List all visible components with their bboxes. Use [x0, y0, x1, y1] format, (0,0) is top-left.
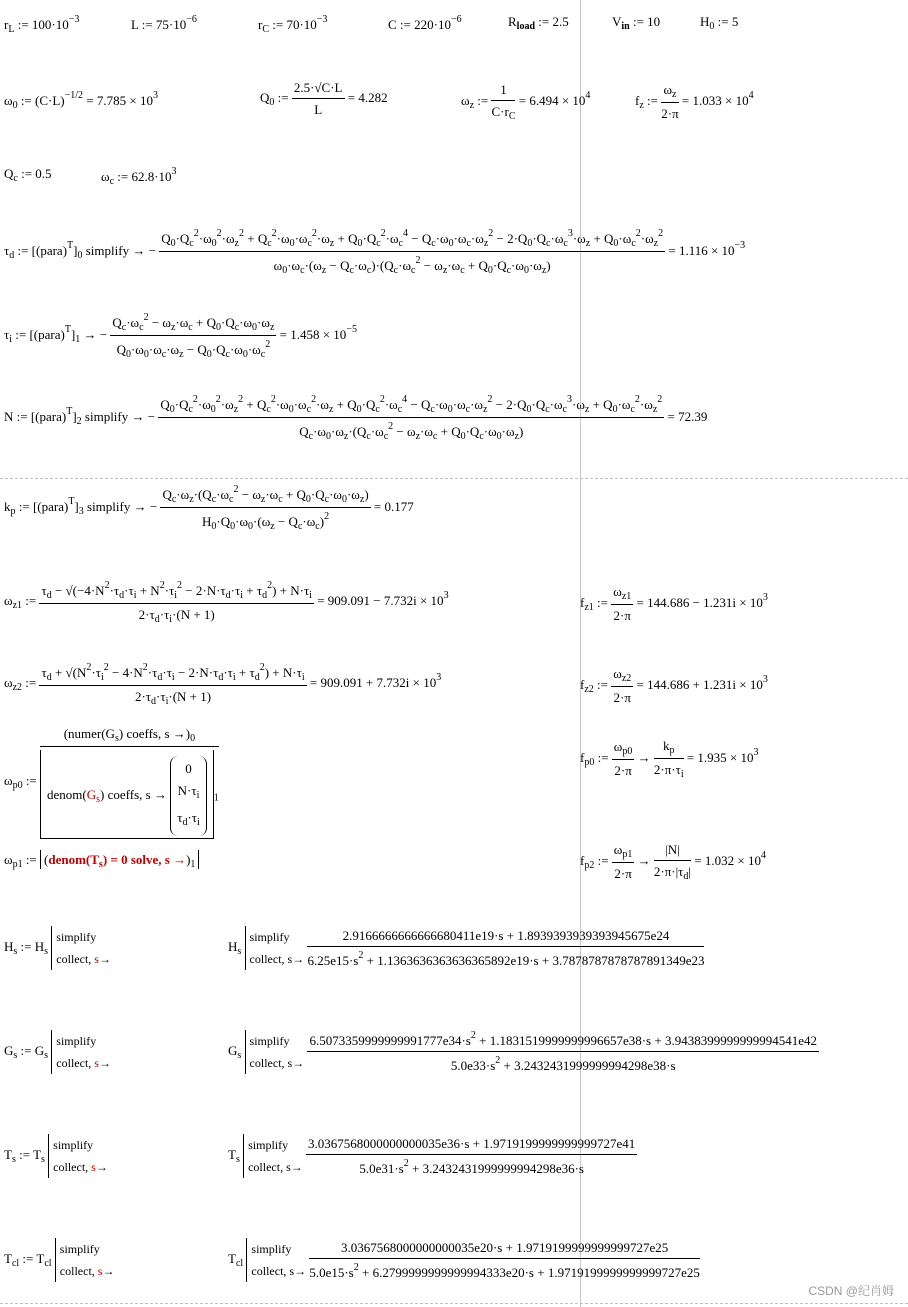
Tcl-name: $T_{cl}$	[228, 1250, 244, 1269]
expr-Tcl-def[interactable]: $T_{cl}$ := $T_{cl}$ simplify collect, s→	[4, 1238, 114, 1282]
wp0-m2: $\tau_d\cdot\tau_i$	[177, 810, 200, 828]
cmds-simplify: simplify	[53, 1138, 94, 1152]
kp-res: = 0.177	[373, 498, 414, 514]
expr-Hs-result[interactable]: $H_s$ simplify collect, s→ 2.9166666666666680411e19·s + 1.8939393939393945675e24 $6.25e15\cdot s^2 + 1.1363636363636365892e19\cdot s + 3.7878787878787891349e23$	[228, 926, 704, 970]
row2-wz_res: = $6.494 \times 10^4$	[518, 89, 591, 108]
fz1-num: $\omega_{z1}$	[611, 584, 633, 605]
row2-Q0_den: L	[314, 102, 323, 117]
fp0-den2: $2\cdot\pi\cdot\tau_i$	[653, 762, 684, 780]
cmds-collect: collect, s	[248, 1160, 291, 1174]
expr-wz1[interactable]	[4, 580, 449, 625]
row2-wz_lhs: $\omega_z$ :=	[461, 92, 489, 111]
def-C[interactable]: C := $220\cdot 10^{-6}$	[388, 14, 462, 32]
wz1-lhs: $\omega_{z1}$ :=	[4, 593, 37, 612]
cmds-simplify: simplify	[249, 930, 290, 944]
Tcl-den: $5.0e15\cdot s^2 + 6.2799999999999994333e20\cdot s + 1.9719199999999999727e25$	[309, 1261, 700, 1280]
cmds-collect_red: collect, s	[53, 1160, 96, 1174]
wp1-body: ($denom(T_s) = 0$ solve, $s \to)_1$	[40, 850, 199, 869]
def-wz[interactable]	[461, 82, 590, 122]
def-rL[interactable]: $r_L$ := $100\cdot 10^{-3}$	[4, 14, 80, 35]
expr-wp0[interactable]	[4, 726, 219, 839]
wp0-den_pre: $denom(G_s)$ coeffs, s →	[47, 786, 167, 805]
def-Rload[interactable]: $R_{load}$ := 2.5	[508, 14, 569, 32]
fp2-num1: $\omega_{p1}$	[612, 842, 635, 863]
Ts-def: $T_s$ := $T_s$	[4, 1146, 45, 1165]
Gs-num: $6.5073359999999991777e34\cdot s^2 + 1.1831519999999996657e38\cdot s + 3.9438399999999994541e42$	[307, 1030, 819, 1052]
taud-num: $Q_0\cdot Q_c^2\cdot\omega_0^2\cdot\omega_z^2 + Q_c^2\cdot\omega_0\cdot\omega_c^2\cdot\omega_z + Q_0\cdot Q_c^2\cdot\omega_c^4 - Q_c\cdot\omega_0\cdot\omega_c\cdot\omega_z^2 - 2\cdot Q_0\cdot Q_c\cdot\omega_c^3\cdot\omega_z + Q_0\cdot\omega_c^2\cdot\omega_z^2$	[159, 228, 665, 252]
wz1-den: $2\cdot\tau_d\cdot\tau_i\cdot(N + 1)$	[138, 607, 215, 625]
Hs-num: 2.9166666666666680411e19·s + 1.8939393939393945675e24	[307, 928, 704, 947]
taui-res: = $1.458 \times 10^{-5}$	[279, 323, 357, 342]
wp0-m0: 0	[185, 761, 192, 776]
Gs-name: $G_s$	[228, 1042, 242, 1061]
fp0-num2: $k_p$	[654, 738, 684, 759]
row2-Q0_res: = 4.282	[347, 89, 388, 105]
page-boundary-vertical	[580, 0, 581, 1307]
expr-N[interactable]: N := $[(para)^T]_2$ simplify → − $Q_0\cdot Q_c^2\cdot\omega_0^2\cdot\omega_z^2 + Q_c^2\cdot\omega_0\cdot\omega_c^2\cdot\omega_z + Q_0\cdot Q_c^2\cdot\omega_c^4 - Q_c\cdot\omega_0\cdot\omega_c\cdot\omega_z^2 - 2\cdot Q_0\cdot Q_c\cdot\omega_c^3\cdot\omega_z + Q_0\cdot\omega_c^2\cdot\omega_z^2$ $Q_c\cdot\omega_0\cdot\omega_z\cdot(Q_c\cdot\omega_c^2 - \omega_z\cdot\omega_c + Q_0\cdot Q_c\cdot\omega_0\cdot\omega_z)$ = 72.39	[4, 394, 708, 442]
wz2-den: $2\cdot\tau_d\cdot\tau_i\cdot(N + 1)$	[134, 689, 212, 707]
wz2-lhs: $\omega_{z2}$ :=	[4, 675, 37, 694]
kp-lhs: $k_p$ := $[(para)^T]_3$ simplify →	[4, 495, 147, 517]
fp0-lhs: $f_{p0}$ :=	[580, 749, 609, 768]
kp-num: $Q_c\cdot\omega_z\cdot(Q_c\cdot\omega_c^2 - \omega_z\cdot\omega_c + Q_0\cdot Q_c\cdot\omega_0\cdot\omega_z)$	[160, 484, 370, 508]
fp2-res: = $1.032 \times 10^4$	[694, 849, 766, 868]
expr-wz2[interactable]	[4, 662, 441, 707]
fz2-num: $\omega_{z2}$	[611, 666, 633, 687]
cmds-simplify: simplify	[249, 1034, 290, 1048]
page-break-1	[0, 478, 908, 479]
Hs-den: $6.25e15\cdot s^2 + 1.1363636363636365892e19\cdot s + 3.7878787878787891349e23$	[307, 949, 705, 968]
taud-den: $\omega_0\cdot\omega_c\cdot(\omega_z - Q_c\cdot\omega_c)\cdot(Q_c\cdot\omega_c^2 - \omega_z\cdot\omega_c + Q_0\cdot Q_c\cdot\omega_0\cdot\omega_z)$	[273, 255, 551, 276]
Ts-num: 3.0367568000000000035e36·s + 1.9719199999999999727e41	[306, 1136, 637, 1155]
row2-Q0_lhs: $Q_0$ :=	[260, 89, 289, 108]
cmds-collect: collect, s	[249, 952, 293, 966]
def-Q0[interactable]	[260, 80, 388, 118]
expr-kp[interactable]: $k_p$ := $[(para)^T]_3$ simplify → − $\frac{Q_c\cdot\omega_z\cdot(Q_c\cdot\omega_c^2 - \omega_z\cdot\omega_c + Q_0\cdot Q_c\cdot\omega_0\cdot\omega_z)}{H_0\cdot Q_0\cdot\omega_0\cdot(\omega_z - Q_c\cdot\omega_c)^2}$ = 0.177	[4, 484, 414, 532]
wp0-idx: 1	[213, 792, 219, 804]
cmds-simplify: simplify	[59, 1242, 100, 1256]
row2-fz_den: 2·π	[661, 106, 679, 121]
expr-Hs-def[interactable]: $H_s$ := $H_s$ simplify collect, s→	[4, 926, 111, 970]
taui-lhs: $\tau_i$ := $[(para)^T]_1$ →	[4, 323, 97, 345]
page-break-2	[0, 1303, 908, 1304]
cmds-collect_red: collect, s	[59, 1264, 103, 1278]
fp0-den1: 2·π	[614, 763, 632, 778]
wp0-lhs: $\omega_{p0}$ :=	[4, 773, 37, 792]
cmds-simplify: simplify	[251, 1242, 292, 1256]
taui-den: $Q_0\cdot\omega_0\cdot\omega_c\cdot\omega_z - Q_0\cdot Q_c\cdot\omega_0\cdot\omega_c^2$	[116, 339, 271, 360]
expr-taui[interactable]: $\tau_i$ := $[(para)^T]_1$ → − $\frac{Q_c\cdot\omega_c^2 - \omega_z\cdot\omega_c + Q_0\cdot Q_c\cdot\omega_0\cdot\omega_z}{Q_0\cdot\omega_0\cdot\omega_c\cdot\omega_z - Q_0\cdot Q_c\cdot\omega_0\cdot\omega_c^2}$ = $1.458 \times 10^{-5}$	[4, 312, 357, 360]
N-den: $Q_c\cdot\omega_0\cdot\omega_z\cdot(Q_c\cdot\omega_c^2 - \omega_z\cdot\omega_c + Q_0\cdot Q_c\cdot\omega_0\cdot\omega_z)$	[299, 421, 524, 442]
expr-Tcl-result[interactable]: $T_{cl}$ simplify collect, s→ 3.0367568000000000035e20·s + 1.9719199999999999727e25 $5.0e15\cdot s^2 + 6.2799999999999994333e20\cdot s + 1.9719199999999999727e25$	[228, 1238, 700, 1282]
row2-wz_num: 1	[491, 82, 515, 101]
wz2-res: = $909.091 + 7.732i \times 10^3$	[309, 672, 442, 691]
expr-fz2[interactable]	[580, 666, 768, 706]
expr-Gs-def[interactable]: $G_s$ := $G_s$ simplify collect, s→	[4, 1030, 111, 1074]
cmds-simplify: simplify	[56, 1034, 97, 1048]
fz2-res: = $144.686 + 1.231i \times 10^3$	[636, 673, 768, 692]
N-res: = 72.39	[667, 408, 708, 424]
taud-lhs: $\tau_d$ := $[(para)^T]_0$ simplify →	[4, 239, 146, 261]
expr-wp1[interactable]	[4, 852, 199, 870]
N-lhs: N := $[(para)^T]_2$ simplify →	[4, 405, 145, 427]
cmds-simplify: simplify	[56, 930, 97, 944]
wz2-num: $\tau_d + √(N^2\cdot\tau_i^2 - 4\cdot N^2\cdot\tau_d\cdot\tau_i - 2\cdot N\cdot\tau_d\cdot\tau_i + \tau_d^2) + N\cdot\tau_i$	[39, 662, 306, 686]
row2-fz_res: = $1.033 \times 10^4$	[681, 89, 754, 108]
fz1-res: = $144.686 - 1.231i \times 10^3$	[636, 591, 768, 610]
expr-fp2[interactable]: $f_{p2}$ := $\frac{\omega_{p1}}{2\cdot\pi}$ → $\frac{|N|}{2\cdot\pi\cdot|\tau_d|}$ = $1.032 \times 10^4$	[580, 842, 766, 882]
row2-wz_den: $C\cdot r_C$	[491, 104, 516, 122]
Ts-name: $T_s$	[228, 1146, 240, 1165]
wp0-num: ($numer(G_s)$ coeffs, $s \to)_0$	[40, 726, 219, 747]
fp2-num2: |N|	[654, 842, 691, 861]
fp0-num1: $\omega_{p0}$	[612, 739, 635, 760]
def-Qc[interactable]: $Q_c$ := 0.5	[4, 166, 52, 184]
taui-num: $Q_c\cdot\omega_c^2 - \omega_z\cdot\omega_c + Q_0\cdot Q_c\cdot\omega_0\cdot\omega_z$	[110, 312, 276, 336]
fp2-den2: $2\cdot\pi\cdot|\tau_d|$	[653, 864, 692, 882]
expr-Gs-result[interactable]: $G_s$ simplify collect, s→ $6.5073359999999991777e34\cdot s^2 + 1.1831519999999996657e38\cdot s + 3.9438399999999994541e42$ $5.0e33\cdot s^2 + 3.2432431999999994298e38\cdot s$	[228, 1030, 817, 1073]
fz1-lhs: $f_{z1}$ :=	[580, 594, 608, 613]
def-rC[interactable]: $r_C$ := $70\cdot 10^{-3}$	[258, 14, 328, 35]
Tcl-def: $T_{cl}$ := $T_{cl}$	[4, 1250, 52, 1269]
expr-fz1[interactable]	[580, 584, 768, 624]
cmds-collect: collect, s	[249, 1056, 293, 1070]
expr-Ts-def[interactable]: $T_s$ := $T_s$ simplify collect, s→	[4, 1134, 108, 1178]
Tcl-num: 3.0367568000000000035e20·s + 1.9719199999999999727e25	[309, 1240, 700, 1259]
N-num: $Q_0\cdot Q_c^2\cdot\omega_0^2\cdot\omega_z^2 + Q_c^2\cdot\omega_0\cdot\omega_c^2\cdot\omega_z + Q_0\cdot Q_c^2\cdot\omega_c^4 - Q_c\cdot\omega_0\cdot\omega_c\cdot\omega_z^2 - 2\cdot Q_0\cdot Q_c\cdot\omega_c^3\cdot\omega_z + Q_0\cdot\omega_c^2\cdot\omega_z^2$	[158, 394, 664, 418]
wp0-m1: $N\cdot\tau_i$	[177, 783, 200, 801]
def-w0[interactable]: $\omega_0$ := $(C\cdot L)^{-1/2} = 7.785 \times 10^3$	[4, 90, 158, 111]
fz2-lhs: $f_{z2}$ :=	[580, 676, 608, 695]
row2-fz_num: $\omega_z$	[661, 82, 678, 103]
kp-den: $H_0\cdot Q_0\cdot\omega_0\cdot(\omega_z - Q_c\cdot\omega_c)^2$	[202, 511, 330, 532]
row2-fz_lhs: $f_z$ :=	[635, 92, 658, 111]
row2-Q0_num: 2.5·√C·L	[292, 80, 345, 99]
def-wc[interactable]: $\omega_c$ := $62.8\cdot 10^3$	[101, 166, 177, 187]
Hs-name: $H_s$	[228, 938, 242, 957]
taud-res: = $1.116 \times 10^{-3}$	[668, 239, 746, 258]
fp2-den1: 2·π	[614, 866, 632, 881]
Hs-def: $H_s$ := $H_s$	[4, 938, 49, 957]
def-H0[interactable]: $H_0$ := 5	[700, 14, 739, 32]
watermark: CSDN @纪肖姆	[808, 1284, 894, 1298]
Gs-def: $G_s$ := $G_s$	[4, 1042, 49, 1061]
cmds-collect: collect, s	[251, 1264, 295, 1278]
Ts-den: $5.0e31\cdot s^2 + 3.2432431999999994298e36\cdot s$	[359, 1157, 584, 1176]
def-Vin[interactable]: $V_{in}$ := 10	[612, 14, 661, 32]
wz1-num: $\tau_d - √(-4\cdot N^2\cdot\tau_d\cdot\tau_i + N^2\cdot\tau_i^2 - 2\cdot N\cdot\tau_d\cdot\tau_i + \tau_d^2) + N\cdot\tau_i$	[39, 580, 313, 604]
fp0-res: = $1.935 \times 10^3$	[686, 746, 759, 765]
fp2-lhs: $f_{p2}$ :=	[580, 852, 609, 871]
cmds-simplify: simplify	[248, 1138, 289, 1152]
def-L[interactable]: L := $75\cdot 10^{-6}$	[131, 14, 197, 32]
cmds-collect_red: collect, s	[56, 1056, 99, 1070]
fz1-den: 2·π	[613, 608, 631, 623]
expr-taud[interactable]: $\tau_d$ := $[(para)^T]_0$ simplify → − $Q_0\cdot Q_c^2\cdot\omega_0^2\cdot\omega_z^2 + Q_c^2\cdot\omega_0\cdot\omega_c^2\cdot\omega_z + Q_0\cdot Q_c^2\cdot\omega_c^4 - Q_c\cdot\omega_0\cdot\omega_c\cdot\omega_z^2 - 2\cdot Q_0\cdot Q_c\cdot\omega_c^3\cdot\omega_z + Q_0\cdot\omega_c^2\cdot\omega_z^2$ $\omega_0\cdot\omega_c\cdot(\omega_z - Q_c\cdot\omega_c)\cdot(Q_c\cdot\omega_c^2 - \omega_z\cdot\omega_c + Q_0\cdot Q_c\cdot\omega_0\cdot\omega_z)$ = $1.116 \times 10^{-3}$	[4, 228, 746, 276]
expr-fp0[interactable]: $f_{p0}$ := $\frac{\omega_{p0}}{2\cdot\pi}$ → $\frac{k_p}{2\cdot\pi\cdot\tau_i}$ = $1.935 \times 10^3$	[580, 738, 759, 780]
def-fz[interactable]	[635, 82, 754, 122]
cmds-collect_red: collect, s	[56, 952, 99, 966]
fz2-den: 2·π	[613, 690, 631, 705]
wz1-res: = $909.091 - 7.732i \times 10^3$	[317, 590, 449, 609]
Gs-den: $5.0e33\cdot s^2 + 3.2432431999999994298e38\cdot s$	[450, 1055, 676, 1073]
expr-Ts-result[interactable]: $T_s$ simplify collect, s→ $\frac{3.0367568000000000035e36\cdot s + 1.9719199999999999727e41}{5.0e31\cdot s^2 + 3.2432431999999994298e36\cdot s}$	[228, 1134, 637, 1178]
wp1-lhs: $\omega_{p1}$ :=	[4, 852, 37, 870]
